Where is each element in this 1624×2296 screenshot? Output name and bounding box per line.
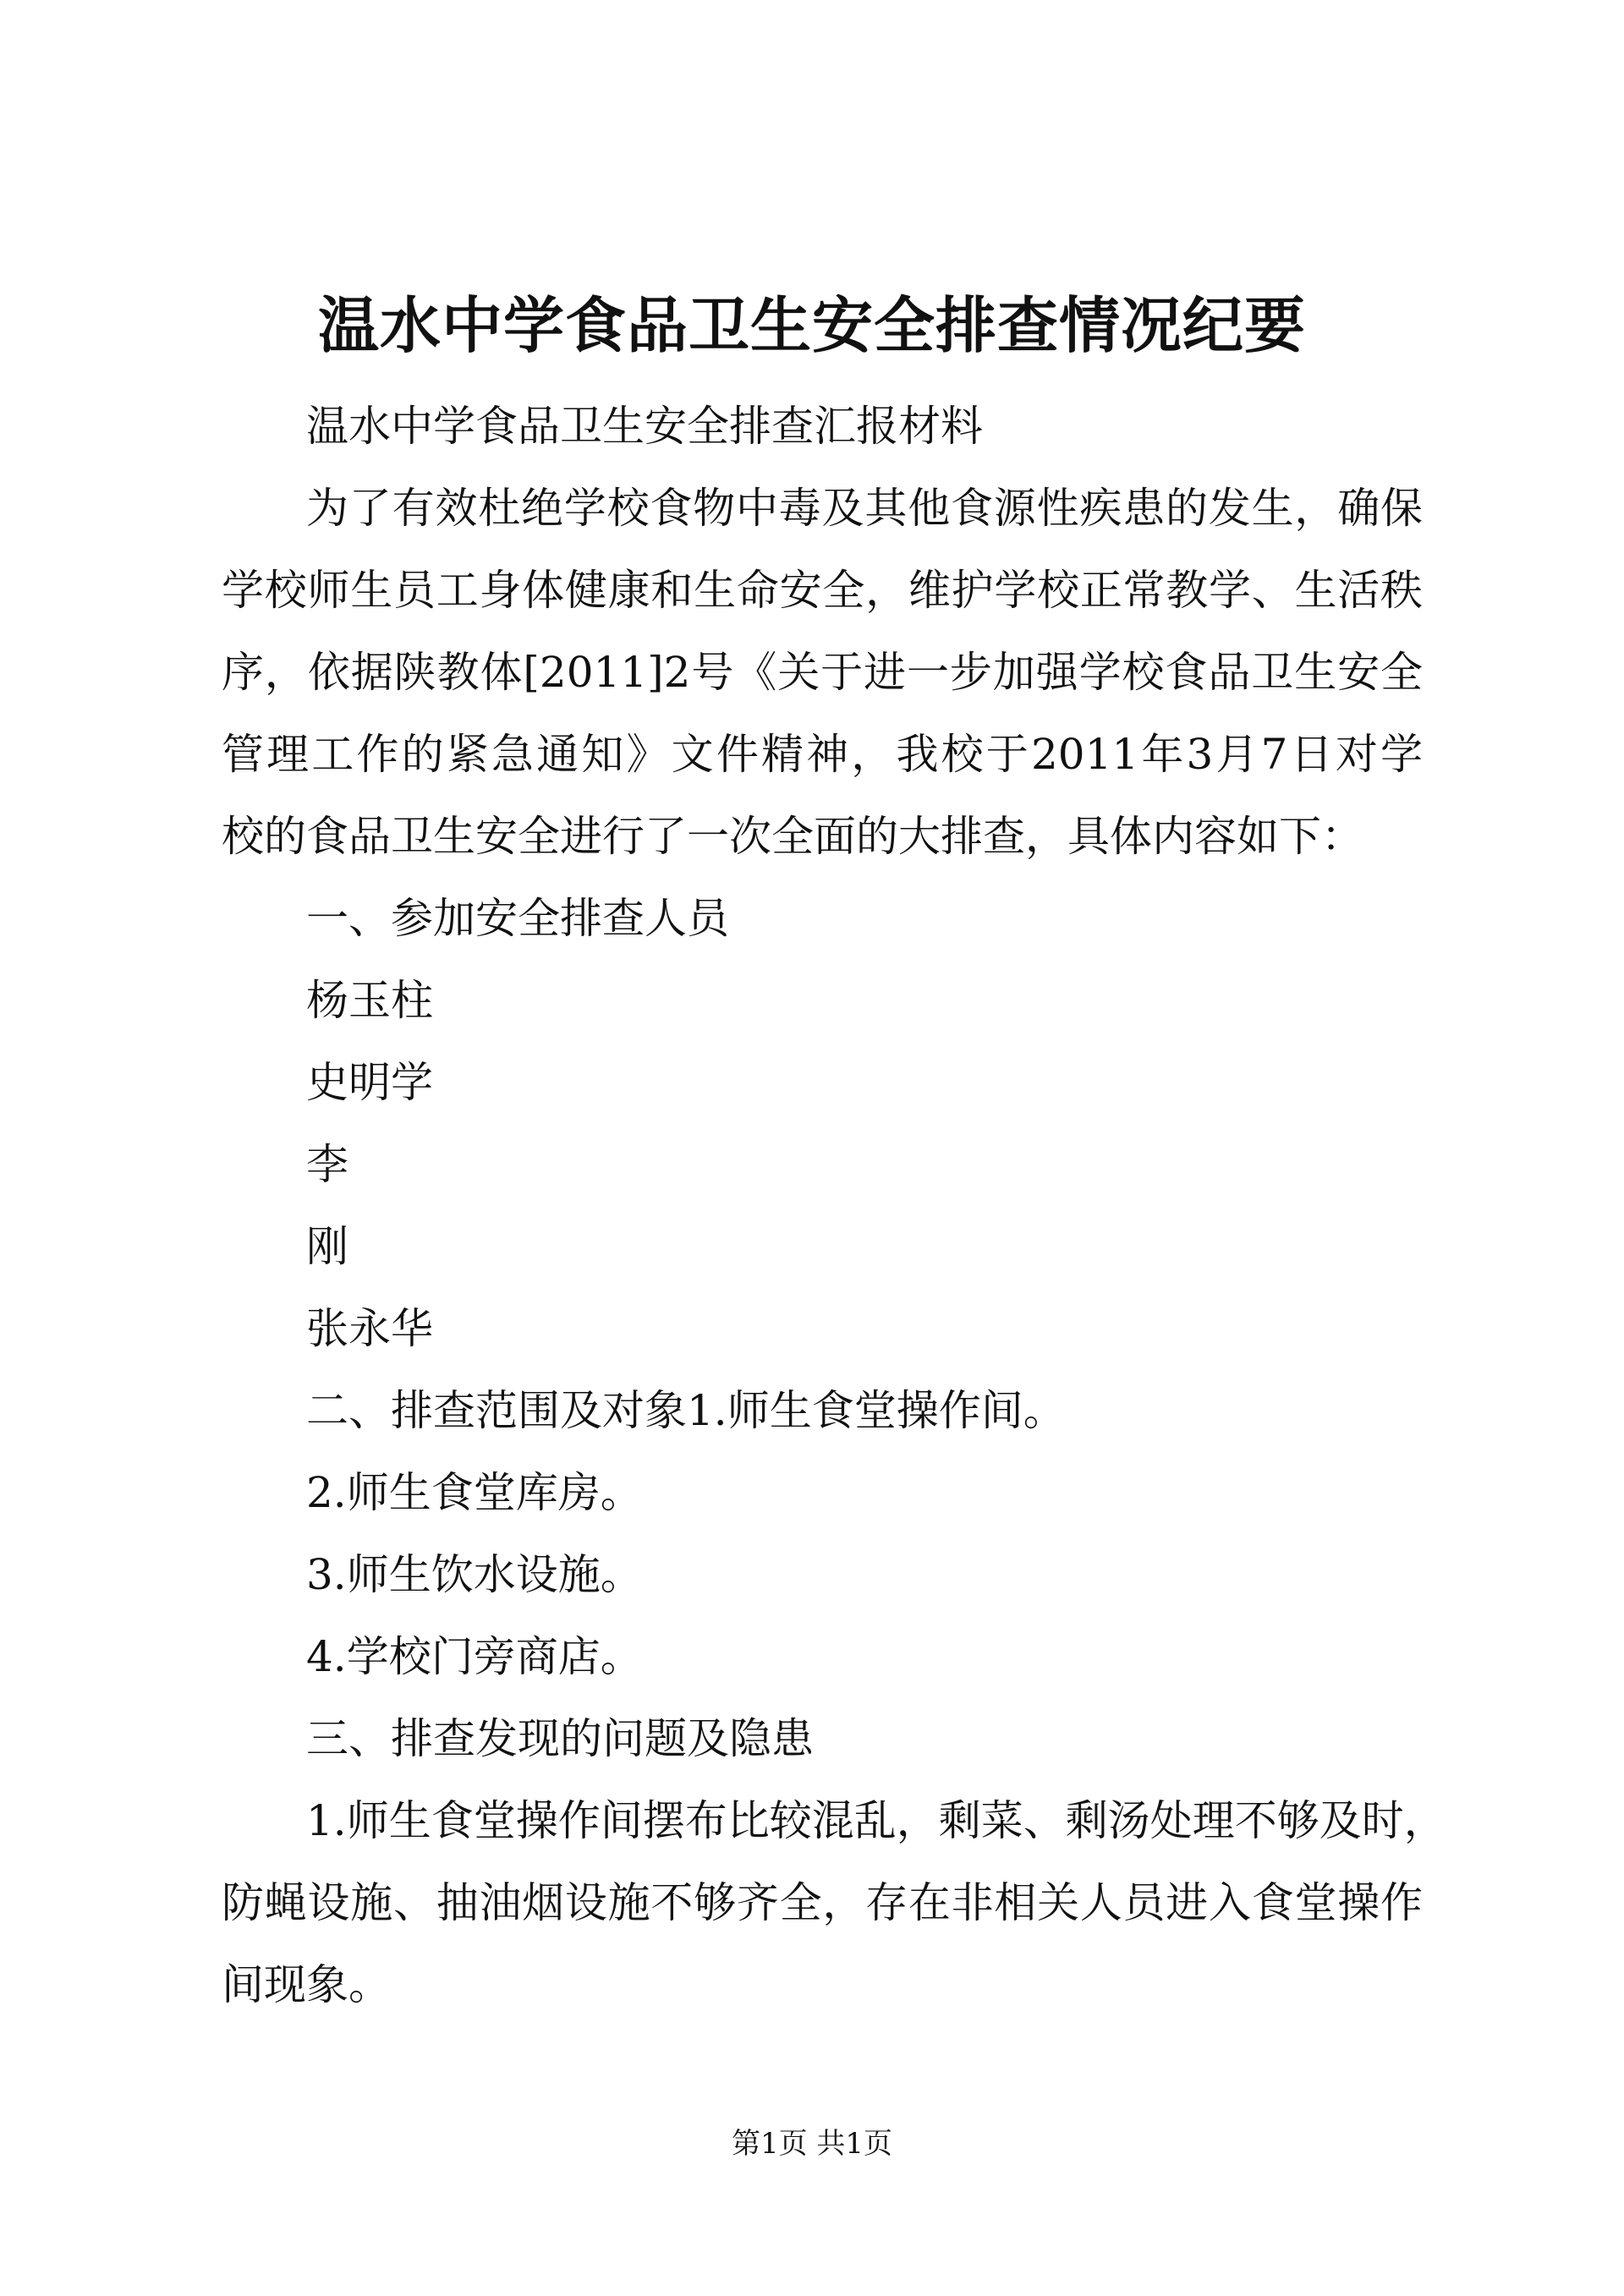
issue-line: 1.师生食堂操作间摆布比较混乱，剩菜、剩汤处理不够及时，	[306, 1796, 1446, 1845]
page-footer: 第1页 共1页	[731, 2127, 893, 2161]
member-name: 李	[306, 1140, 348, 1189]
section-heading-2: 二、排查范围及对象1.师生食堂操作间。	[306, 1386, 1066, 1435]
member-name: 刚	[306, 1222, 348, 1271]
member-name: 杨玉柱	[306, 976, 433, 1025]
issue-line: 防蝇设施、抽油烟设施不够齐全，存在非相关人员进入食堂操作	[222, 1878, 1423, 1927]
member-name: 史明学	[306, 1058, 433, 1107]
member-name: 张永华	[306, 1304, 433, 1353]
section-heading-3: 三、排查发现的问题及隐患	[306, 1714, 814, 1763]
intro-line: 学校师生员工身体健康和生命安全，维护学校正常教学、生活秩	[222, 566, 1423, 615]
scope-item: 3.师生饮水设施。	[306, 1550, 643, 1599]
intro-line: 为了有效杜绝学校食物中毒及其他食源性疾患的发生，确保	[306, 484, 1423, 533]
section-heading-1: 一、参加安全排查人员	[306, 894, 729, 943]
document-title: 温水中学食品卫生安全排查情况纪要	[317, 289, 1306, 361]
intro-line: 序，依据陕教体[2011]2号《关于进一步加强学校食品卫生安全	[222, 648, 1423, 697]
intro-line: 管理工作的紧急通知》文件精神，我校于2011年3月7日对学	[222, 730, 1423, 779]
intro-line: 校的食品卫生安全进行了一次全面的大排查，具体内容如下：	[222, 812, 1363, 861]
scope-item: 4.学校门旁商店。	[306, 1632, 643, 1681]
document-subtitle: 温水中学食品卫生安全排查汇报材料	[306, 402, 983, 451]
document-body	[222, 386, 1446, 2026]
scope-item: 2.师生食堂库房。	[306, 1468, 643, 1517]
issue-line: 间现象。	[222, 1960, 391, 2009]
